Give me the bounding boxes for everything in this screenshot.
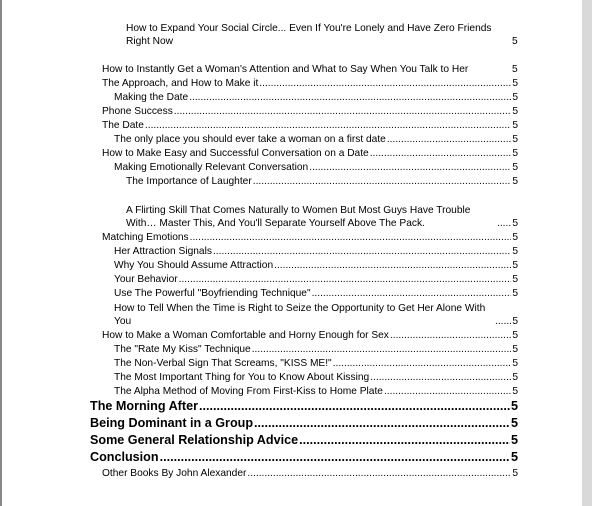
toc-leader <box>299 433 510 448</box>
toc-entry[interactable] <box>102 330 518 343</box>
toc-entry-page: 5 <box>512 148 518 159</box>
toc-entry[interactable] <box>102 50 518 76</box>
toc-entry-title: Some General Relationship Advice <box>90 433 299 447</box>
toc-leader <box>387 134 512 147</box>
toc-leader <box>259 78 511 91</box>
toc-leader <box>309 162 511 175</box>
toc-entry-page: 5 <box>512 344 518 355</box>
toc-entry-title: Her Attraction Signals <box>114 246 212 257</box>
toc-leader <box>497 218 511 231</box>
toc-entry[interactable] <box>114 274 518 287</box>
toc-entry[interactable] <box>90 450 518 465</box>
toc-entry[interactable] <box>90 433 518 448</box>
toc-leader <box>312 288 512 301</box>
page-edge <box>0 0 2 506</box>
toc-entry[interactable] <box>114 288 518 301</box>
toc-entry-title: How to Make Easy and Successful Conversation on a Date <box>102 148 369 159</box>
toc-leader <box>254 416 510 431</box>
toc-entry[interactable] <box>126 190 518 230</box>
toc-entry-page: 5 <box>512 63 518 75</box>
toc-entry-title: The only place you should ever take a woman on a first date <box>114 134 386 145</box>
toc-entry-title: The Approach, and How to Make it <box>102 78 259 89</box>
toc-entry-title: Use The Powerful "Boyfriending Technique" <box>114 288 311 299</box>
toc-entry[interactable] <box>102 78 518 91</box>
toc-entry-title: A Flirting Skill That Comes Naturally to Women But Most Guys Have Trouble With… Master This, And You'll Separate Yourself Above The Pack. <box>126 205 471 229</box>
toc-entry-title: Why You Should Assume Attraction <box>114 260 274 271</box>
toc-entry-title: Phone Success <box>102 106 173 117</box>
toc-leader <box>199 399 510 414</box>
toc-entry-page: 5 <box>512 288 518 299</box>
toc-entry[interactable] <box>114 260 518 273</box>
toc-leader <box>370 372 511 385</box>
toc-entry[interactable] <box>114 302 518 328</box>
toc-leader <box>370 148 512 161</box>
toc-entry-title: Making Emotionally Relevant Conversation <box>114 162 309 173</box>
toc-leader <box>179 274 512 287</box>
toc-entry[interactable] <box>90 416 518 431</box>
toc-entry-title: The Morning After <box>90 399 198 413</box>
toc-entry[interactable] <box>102 120 518 133</box>
toc-entry-page: 5 <box>512 372 518 383</box>
toc-entry-title: Matching Emotions <box>102 232 189 243</box>
toc-entry-page: 5 <box>512 468 518 479</box>
toc-entry-title: How to Make a Woman Comfortable and Horny Enough for Sex <box>102 330 389 341</box>
toc-leader <box>145 120 511 133</box>
toc-leader <box>252 344 512 357</box>
toc-leader <box>174 106 512 119</box>
toc-entry-page: 5 <box>512 274 518 285</box>
toc-entry-page: 5 <box>510 433 518 447</box>
toc-leader <box>333 358 512 371</box>
toc-entry-title: The Date <box>102 120 144 131</box>
toc-leader <box>274 260 511 273</box>
toc-entry-title: The Most Important Thing for You to Know About Kissing <box>114 372 370 383</box>
toc-entry-page: 5 <box>512 120 518 131</box>
toc-entry[interactable] <box>102 468 518 481</box>
toc-entry-page: 5 <box>512 35 518 47</box>
toc-entry[interactable] <box>102 106 518 119</box>
toc-entry-title: The Non-Verbal Sign That Screams, "KISS ME!" <box>114 358 332 369</box>
toc-entry[interactable] <box>102 232 518 245</box>
toc-entry-title: Making the Date <box>114 92 189 103</box>
toc-entry[interactable] <box>126 22 518 48</box>
toc-leader <box>384 386 511 399</box>
toc-entry-title: Being Dominant in a Group <box>90 416 254 430</box>
toc-entry[interactable] <box>114 134 518 147</box>
toc-entry-title: Conclusion <box>90 450 159 464</box>
toc-entry-page: 5 <box>512 315 518 327</box>
toc-entry-page: 5 <box>510 450 518 464</box>
toc-entry-page: 5 <box>512 232 518 243</box>
toc-leader <box>189 92 511 105</box>
toc-leader <box>495 316 511 329</box>
toc-leader <box>213 246 511 259</box>
toc-entry-title: The Importance of Laughter <box>126 176 252 187</box>
toc-entry[interactable] <box>102 148 518 161</box>
toc-entry[interactable] <box>114 344 518 357</box>
toc-entry[interactable] <box>114 162 518 175</box>
toc-entry-page: 5 <box>512 217 518 229</box>
toc-entry-title: Your Behavior <box>114 274 178 285</box>
toc-entry-page: 5 <box>512 176 518 187</box>
toc-leader <box>190 232 512 245</box>
toc-entry[interactable] <box>114 372 518 385</box>
toc-leader <box>390 330 511 343</box>
scrollbar-track[interactable] <box>582 0 592 506</box>
toc-entry-page: 5 <box>512 260 518 271</box>
toc-leader <box>253 176 512 189</box>
toc-entry-page: 5 <box>510 416 518 430</box>
toc-entry[interactable] <box>114 386 518 399</box>
toc-entry[interactable] <box>114 246 518 259</box>
toc-entry-page: 5 <box>512 330 518 341</box>
toc-entry[interactable] <box>90 399 518 414</box>
toc-entry-page: 5 <box>510 399 518 413</box>
toc-entry[interactable] <box>126 176 518 189</box>
toc-entry-page: 5 <box>512 358 518 369</box>
toc-entry-page: 5 <box>512 78 518 89</box>
toc-entry-title: Other Books By John Alexander <box>102 468 247 479</box>
toc-entry-page: 5 <box>512 106 518 117</box>
toc-entry-page: 5 <box>512 386 518 397</box>
toc-entry[interactable] <box>114 358 518 371</box>
toc-entry-page: 5 <box>512 162 518 173</box>
toc-leader <box>247 468 511 481</box>
toc-leader <box>160 450 510 465</box>
toc-entry-title: How to Expand Your Social Circle... Even If You're Lonely and Have Zero Friends Right Now <box>126 23 492 47</box>
toc-entry-title: How to Instantly Get a Woman's Attention and What to Say When You Talk to Her <box>102 63 469 75</box>
toc-entry-title: How to Tell When the Time is Right to Seize the Opportunity to Get Her Alone With You <box>114 303 486 327</box>
toc-entry-title: The "Rate My Kiss" Technique <box>114 344 251 355</box>
toc-entry-title: The Alpha Method of Moving From First-Kiss to Home Plate <box>114 386 383 397</box>
toc-entry-page: 5 <box>512 134 518 145</box>
toc-entry[interactable] <box>114 92 518 105</box>
toc-entry-page: 5 <box>512 92 518 103</box>
toc-entry-page: 5 <box>512 246 518 257</box>
